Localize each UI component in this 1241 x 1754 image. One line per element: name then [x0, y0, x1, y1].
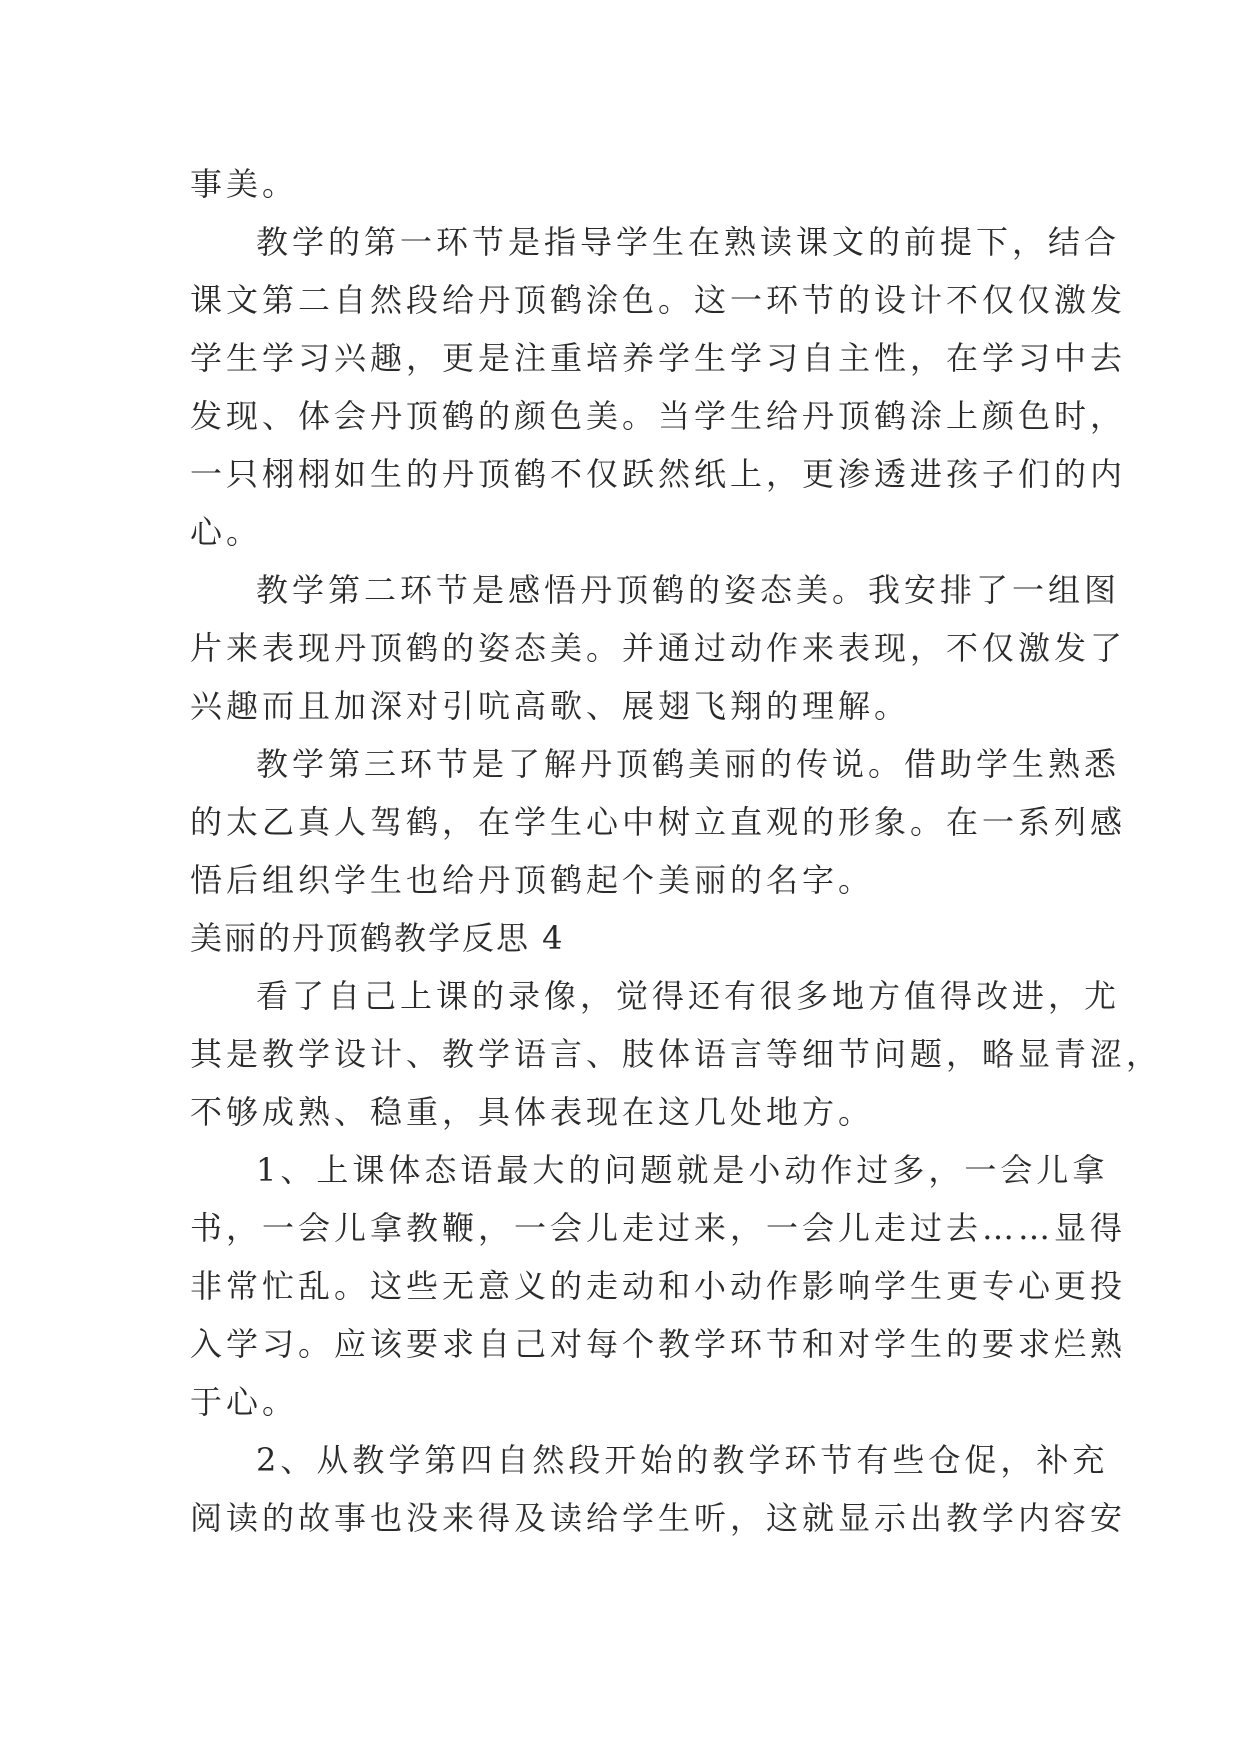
text-line: 兴趣而且加深对引吭高歌、展翅飞翔的理解。 [190, 687, 911, 725]
text-line: 于心。 [190, 1383, 299, 1421]
text-line: 的太乙真人驾鹤，在学生心中树立直观的形象。在一系列感 [190, 803, 1127, 841]
text-line: 片来表现丹顶鹤的姿态美。并通过动作来表现，不仅激发了 [190, 629, 1127, 667]
text-line: 发现、体会丹顶鹤的颜色美。当学生给丹顶鹤涂上颜色时， [190, 397, 1127, 435]
text-line: 看了自己上课的录像，觉得还有很多地方值得改进，尤 [256, 977, 1121, 1015]
text-line: 悟后组织学生也给丹顶鹤起个美丽的名字。 [190, 861, 875, 899]
text-line: 阅读的故事也没来得及读给学生听，这就显示出教学内容安 [190, 1499, 1127, 1537]
text-line: 教学第二环节是感悟丹顶鹤的姿态美。我安排了一组图 [256, 571, 1121, 609]
text-line: 课文第二自然段给丹顶鹤涂色。这一环节的设计不仅仅激发 [190, 281, 1127, 319]
text-line: 教学第三环节是了解丹顶鹤美丽的传说。借助学生熟悉 [256, 745, 1121, 783]
text-line: 心。 [190, 513, 263, 551]
text-line: 教学的第一环节是指导学生在熟读课文的前提下，结合 [256, 223, 1121, 261]
text-line: 其是教学设计、教学语言、肢体语言等细节问题，略显青涩， [190, 1035, 1163, 1073]
section-heading: 美丽的丹顶鹤教学反思 4 [190, 919, 565, 957]
text-line: 一只栩栩如生的丹顶鹤不仅跃然纸上，更渗透进孩子们的内 [190, 455, 1127, 493]
text-line: 1、上课体态语最大的问题就是小动作过多，一会儿拿 [256, 1151, 1109, 1189]
text-line: 事美。 [190, 165, 299, 203]
text-line: 2、从教学第四自然段开始的教学环节有些仓促，补充 [256, 1441, 1109, 1479]
text-line: 入学习。应该要求自己对每个教学环节和对学生的要求烂熟 [190, 1325, 1127, 1363]
text-line: 书，一会儿拿教鞭，一会儿走过来，一会儿走过去……显得 [190, 1209, 1127, 1247]
text-line: 不够成熟、稳重，具体表现在这几处地方。 [190, 1093, 875, 1131]
text-line: 非常忙乱。这些无意义的走动和小动作影响学生更专心更投 [190, 1267, 1127, 1305]
document-body [190, 155, 1163, 1547]
text-line: 学生学习兴趣，更是注重培养学生学习自主性，在学习中去 [190, 339, 1127, 377]
